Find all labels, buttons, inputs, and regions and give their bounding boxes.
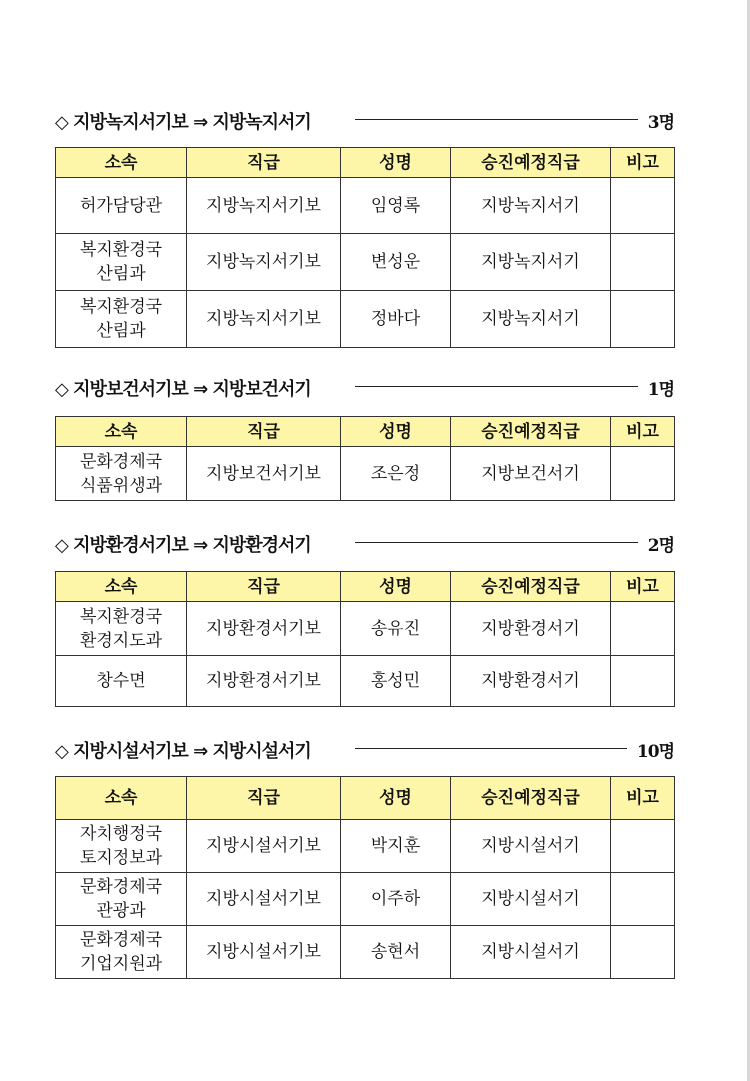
cell-note (611, 602, 675, 656)
section-heading (55, 104, 674, 134)
promotion-table (55, 776, 675, 979)
table-header-row (56, 572, 675, 602)
cell-rank: 지방시설서기보 (187, 926, 341, 979)
leader-line (355, 386, 638, 387)
section-count: 3명 (647, 113, 674, 133)
cell-rank: 지방시설서기보 (187, 873, 341, 926)
cell-rank: 지방시설서기보 (187, 820, 341, 873)
cell-promo: 지방환경서기 (451, 602, 611, 656)
section-environment (55, 527, 674, 691)
cell-promo: 지방녹지서기 (451, 291, 611, 348)
table-row (56, 178, 675, 234)
cell-note (611, 656, 675, 707)
table-row (56, 873, 675, 926)
leader-line (355, 748, 627, 749)
cell-name: 홍성민 (341, 656, 451, 707)
section-title: ◇ 지방시설서기보 ⇒ 지방시설서기 (55, 741, 311, 762)
col-header-rank: 직급 (187, 572, 341, 602)
cell-note (611, 447, 675, 501)
cell-promo: 지방시설서기 (451, 926, 611, 979)
col-header-note: 비고 (611, 148, 675, 178)
table-header-row (56, 417, 675, 447)
section-count: 2명 (647, 536, 674, 556)
col-header-org: 소속 (56, 417, 187, 447)
table-row (56, 602, 675, 656)
table-row (56, 447, 675, 501)
section-title: ◇ 지방녹지서기보 ⇒ 지방녹지서기 (55, 112, 311, 133)
col-header-name: 성명 (341, 148, 451, 178)
section-heading (55, 371, 674, 401)
col-header-promo: 승진예정직급 (451, 572, 611, 602)
promotion-table (55, 147, 675, 348)
cell-name: 조은정 (341, 447, 451, 501)
cell-note (611, 926, 675, 979)
table-row (56, 291, 675, 348)
cell-promo: 지방녹지서기 (451, 234, 611, 291)
cell-name: 변성운 (341, 234, 451, 291)
col-header-org: 소속 (56, 777, 187, 820)
cell-org: 문화경제국 관광과 (56, 873, 187, 926)
table-header-row (56, 148, 675, 178)
section-count: 1명 (647, 380, 674, 400)
col-header-promo: 승진예정직급 (451, 417, 611, 447)
cell-rank: 지방녹지서기보 (187, 291, 341, 348)
col-header-rank: 직급 (187, 148, 341, 178)
cell-name: 송유진 (341, 602, 451, 656)
section-green (55, 104, 674, 341)
col-header-note: 비고 (611, 572, 675, 602)
table-row (56, 820, 675, 873)
section-heading (55, 733, 674, 763)
cell-note (611, 234, 675, 291)
cell-promo: 지방시설서기 (451, 820, 611, 873)
leader-line (355, 119, 638, 120)
table-header-row (56, 777, 675, 820)
col-header-note: 비고 (611, 777, 675, 820)
promotion-table (55, 416, 675, 501)
table-row (56, 926, 675, 979)
col-header-rank: 직급 (187, 417, 341, 447)
section-count: 10명 (636, 742, 674, 762)
cell-org: 문화경제국 식품위생과 (56, 447, 187, 501)
cell-name: 정바다 (341, 291, 451, 348)
cell-rank: 지방보건서기보 (187, 447, 341, 501)
section-title: ◇ 지방보건서기보 ⇒ 지방보건서기 (55, 379, 311, 400)
table-row (56, 234, 675, 291)
cell-rank: 지방녹지서기보 (187, 178, 341, 234)
section-heading (55, 527, 674, 557)
col-header-name: 성명 (341, 417, 451, 447)
col-header-org: 소속 (56, 572, 187, 602)
cell-promo: 지방녹지서기 (451, 178, 611, 234)
cell-org: 복지환경국 산림과 (56, 234, 187, 291)
cell-promo: 지방보건서기 (451, 447, 611, 501)
col-header-promo: 승진예정직급 (451, 777, 611, 820)
cell-note (611, 820, 675, 873)
col-header-name: 성명 (341, 572, 451, 602)
cell-name: 박지훈 (341, 820, 451, 873)
col-header-name: 성명 (341, 777, 451, 820)
cell-org: 허가담당관 (56, 178, 187, 234)
cell-rank: 지방환경서기보 (187, 602, 341, 656)
table-row (56, 656, 675, 707)
col-header-rank: 직급 (187, 777, 341, 820)
section-title: ◇ 지방환경서기보 ⇒ 지방환경서기 (55, 535, 311, 556)
cell-promo: 지방환경서기 (451, 656, 611, 707)
cell-name: 송현서 (341, 926, 451, 979)
cell-org: 복지환경국 환경지도과 (56, 602, 187, 656)
col-header-promo: 승진예정직급 (451, 148, 611, 178)
section-health (55, 371, 674, 496)
cell-name: 임영록 (341, 178, 451, 234)
cell-name: 이주하 (341, 873, 451, 926)
leader-line (355, 542, 638, 543)
cell-promo: 지방시설서기 (451, 873, 611, 926)
cell-note (611, 873, 675, 926)
promotion-table (55, 571, 675, 707)
cell-rank: 지방환경서기보 (187, 656, 341, 707)
cell-org: 복지환경국 산림과 (56, 291, 187, 348)
cell-rank: 지방녹지서기보 (187, 234, 341, 291)
section-facility (55, 733, 674, 974)
col-header-note: 비고 (611, 417, 675, 447)
cell-org: 자치행정국 토지정보과 (56, 820, 187, 873)
col-header-org: 소속 (56, 148, 187, 178)
cell-note (611, 291, 675, 348)
cell-org: 문화경제국 기업지원과 (56, 926, 187, 979)
cell-note (611, 178, 675, 234)
cell-org: 창수면 (56, 656, 187, 707)
